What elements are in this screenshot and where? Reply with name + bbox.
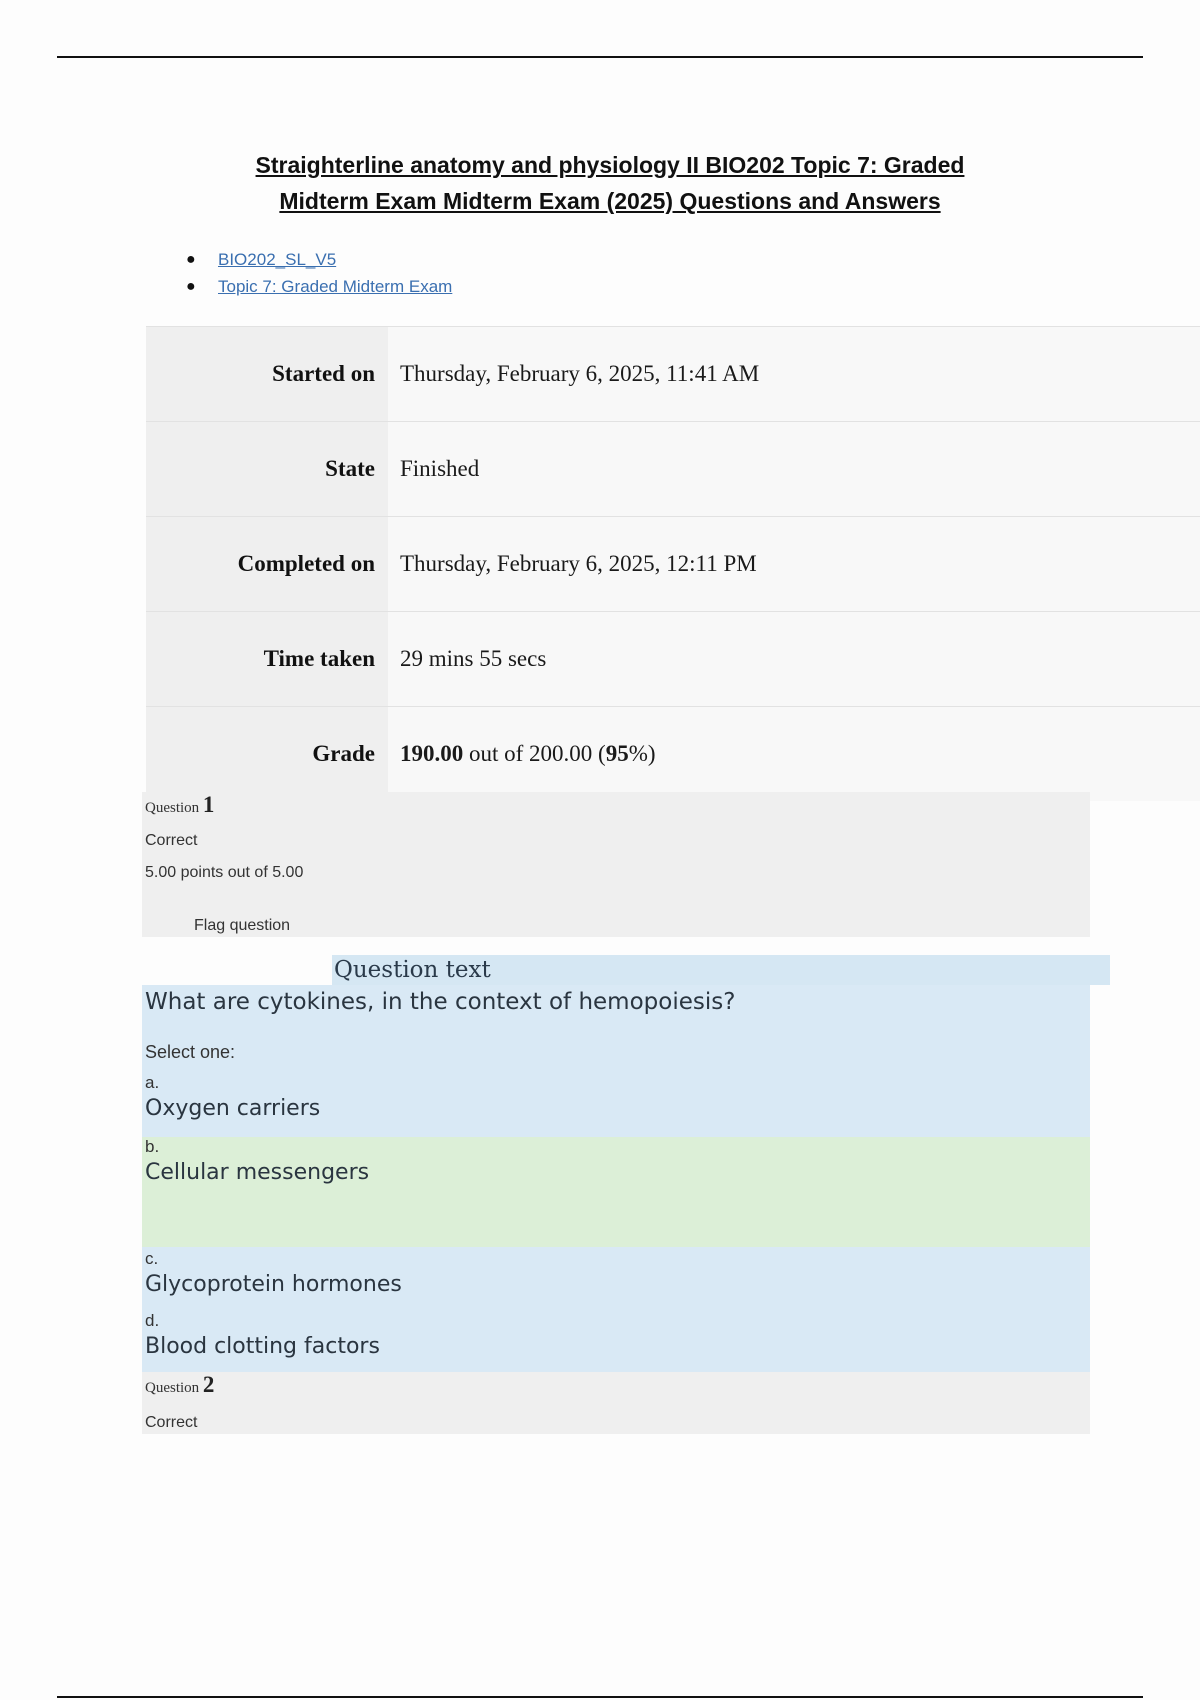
answer-option-c[interactable] (142, 1249, 1090, 1311)
attempt-summary-table (146, 326, 1200, 801)
summary-label: Grade (146, 707, 388, 802)
select-one-label: Select one: (145, 1042, 236, 1062)
breadcrumb-link-topic[interactable]: Topic 7: Graded Midterm Exam (218, 277, 453, 296)
summary-row-started (146, 327, 1200, 422)
page-top-rule (57, 56, 1143, 58)
summary-label: Completed on (146, 517, 388, 612)
option-letter: a. (145, 1073, 160, 1092)
question-number-label (145, 1372, 214, 1398)
question-number: 1 (202, 792, 215, 817)
option-text: Oxygen carriers (145, 1096, 321, 1121)
grade-percent-suffix: %) (628, 741, 656, 766)
answer-option-b[interactable] (142, 1137, 1090, 1247)
question-number-label (145, 792, 214, 818)
summary-value: Finished (388, 422, 1200, 517)
document-title-line-1: Straighterline anatomy and physiology II BIO202 Topic 7: Graded (255, 152, 965, 178)
summary-value: Thursday, February 6, 2025, 11:41 AM (388, 327, 1200, 422)
option-text: Glycoprotein hormones (145, 1272, 402, 1297)
question-text: What are cytokines, in the context of hemopoiesis? (145, 989, 736, 1015)
bullet-icon: ● (186, 251, 196, 268)
question-prefix: Question (145, 800, 200, 816)
summary-value: 29 mins 55 secs (388, 612, 1200, 707)
question-points: 5.00 points out of 5.00 (145, 864, 304, 881)
answer-option-d[interactable] (142, 1311, 1090, 1372)
grade-value (388, 707, 1200, 802)
question-prefix: Question (145, 1380, 200, 1396)
grade-percent: 95 (605, 741, 629, 766)
summary-row-time-taken (146, 612, 1200, 707)
summary-label: State (146, 422, 388, 517)
summary-row-completed (146, 517, 1200, 612)
summary-row-grade (146, 707, 1200, 802)
question-1-body (142, 985, 1090, 1372)
question-2-info (142, 1372, 1090, 1434)
grade-score: 190.00 (400, 741, 464, 766)
flag-question-button[interactable]: Flag question (194, 917, 291, 934)
question-status: Correct (145, 832, 198, 849)
question-number: 2 (202, 1372, 215, 1397)
summary-label: Started on (146, 327, 388, 422)
question-text-header: Question text (332, 955, 1110, 985)
option-text: Blood clotting factors (145, 1334, 380, 1359)
page-bottom-rule (57, 1696, 1143, 1698)
grade-out-of: out of 200.00 ( (463, 741, 606, 766)
answer-option-a[interactable] (142, 1073, 1090, 1137)
document-title-line-2: Midterm Exam Midterm Exam (2025) Questions and Answers (279, 188, 941, 214)
bullet-icon: ● (186, 278, 196, 295)
question-1-info (142, 792, 1090, 937)
summary-value: Thursday, February 6, 2025, 12:11 PM (388, 517, 1200, 612)
option-letter: b. (145, 1137, 160, 1156)
option-text: Cellular messengers (145, 1160, 370, 1185)
question-status: Correct (145, 1414, 198, 1431)
breadcrumb-link-course[interactable]: BIO202_SL_V5 (218, 250, 337, 269)
summary-row-state (146, 422, 1200, 517)
summary-label: Time taken (146, 612, 388, 707)
option-letter: c. (145, 1249, 159, 1268)
option-letter: d. (145, 1311, 160, 1330)
document-title (140, 147, 1080, 219)
